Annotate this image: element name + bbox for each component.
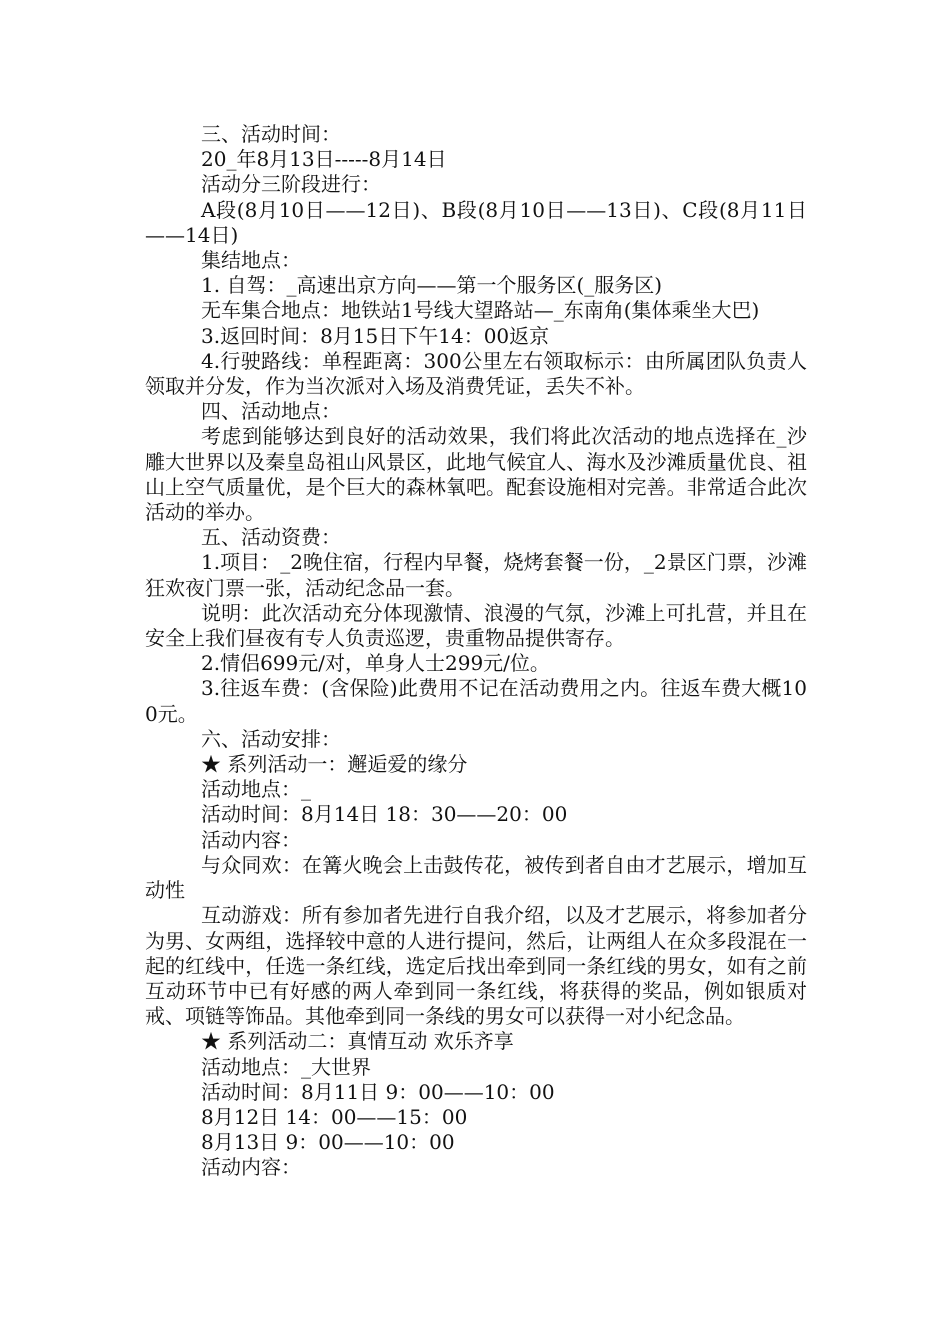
paragraph-location-description: 考虑到能够达到良好的活动效果，我们将此次活动的地点选择在_沙雕大世界以及秦皇岛祖山风景区，此地气候宜人、海水及沙滩质量优良、祖山上空气质量优，是个巨大的森林氧吧。配套设施相对完善。非常适合此次活动的举办。 <box>145 424 807 525</box>
paragraph-prices: 2.情侣699元/对，单身人士299元/位。 <box>201 651 550 676</box>
paragraph-interactive-game: 互动游戏：所有参加者先进行自我介绍，以及才艺展示，将参加者分为男、女两组，选择较中意的人进行提问，然后，让两组人在众多段混在一起的红线中，任选一条红线，选定后找出牵到同一条红线的男女，如有之前互动环节中已有好感的两人牵到同一条红线，将获得的奖品，例如银质对戒、项链等饰品。其他牵到同一条线的男女可以获得一对小纪念品。 <box>145 903 807 1029</box>
paragraph-series-one-time: 活动时间：8月14日 18：30——20：00 <box>201 802 568 827</box>
paragraph-fee-items: 1.项目：_2晚住宿，行程内早餐，烧烤套餐一份，_2景区门票，沙滩狂欢夜门票一张，活动纪念品一套。 <box>145 550 807 600</box>
paragraph-stages: A段(8月10日——12日)、B段(8月10日——13日)、C段(8月11日——14日) <box>145 197 807 247</box>
paragraph-transport-fee: 3.往返车费：(含保险)此费用不记在活动费用之内。往返车费大概100元。 <box>145 676 807 726</box>
paragraph-fee-note: 说明：此次活动充分体现激情、浪漫的气氛，沙滩上可扎营，并且在安全上我们昼夜有专人负责巡逻，贵重物品提供寄存。 <box>145 600 807 651</box>
heading-activity-location: 四、活动地点： <box>201 399 341 424</box>
paragraph-series-two-time-1: 活动时间：8月11日 9：00——10：00 <box>201 1079 555 1104</box>
paragraph-self-drive: 1. 自驾：_高速出京方向——第一个服务区(_服务区) <box>201 273 663 298</box>
document-body <box>145 122 807 1181</box>
paragraph-return-time: 3.返回时间：8月15日下午14：00返京 <box>201 323 550 348</box>
paragraph-series-one-content-label: 活动内容： <box>201 827 301 852</box>
heading-activity-time: 三、活动时间： <box>201 122 341 146</box>
paragraph-series-two-title: ★ 系列活动二：真情互动 欢乐齐享 <box>201 1029 514 1054</box>
paragraph-date-range: 20_年8月13日-----8月14日 <box>201 147 447 172</box>
heading-activity-fees: 五、活动资费： <box>201 525 341 550</box>
paragraph-bonfire: 与众同欢：在篝火晚会上击鼓传花，被传到者自由才艺展示，增加互动性 <box>145 852 807 903</box>
paragraph-route: 4.行驶路线：单程距离：300公里左右领取标示：由所属团队负责人领取并分发，作为当次派对入场及消费凭证，丢失不补。 <box>145 348 807 399</box>
paragraph-series-two-time-2: 8月12日 14：00——15：00 <box>201 1104 468 1129</box>
paragraph-series-two-location: 活动地点：_大世界 <box>201 1054 371 1079</box>
paragraph-series-one-location: 活动地点：_ <box>201 777 311 802</box>
paragraph-stages-intro: 活动分三阶段进行： <box>201 172 381 197</box>
paragraph-series-two-time-3: 8月13日 9：00——10：00 <box>201 1130 455 1155</box>
paragraph-assembly-heading: 集结地点： <box>201 248 301 273</box>
paragraph-series-two-content-label: 活动内容： <box>201 1155 301 1180</box>
paragraph-series-one-title: ★ 系列活动一：邂逅爱的缘分 <box>201 752 468 777</box>
heading-activity-schedule: 六、活动安排： <box>201 726 341 751</box>
paragraph-no-car-assembly: 无车集合地点：地铁站1号线大望路站—_东南角(集体乘坐大巴) <box>201 298 760 323</box>
